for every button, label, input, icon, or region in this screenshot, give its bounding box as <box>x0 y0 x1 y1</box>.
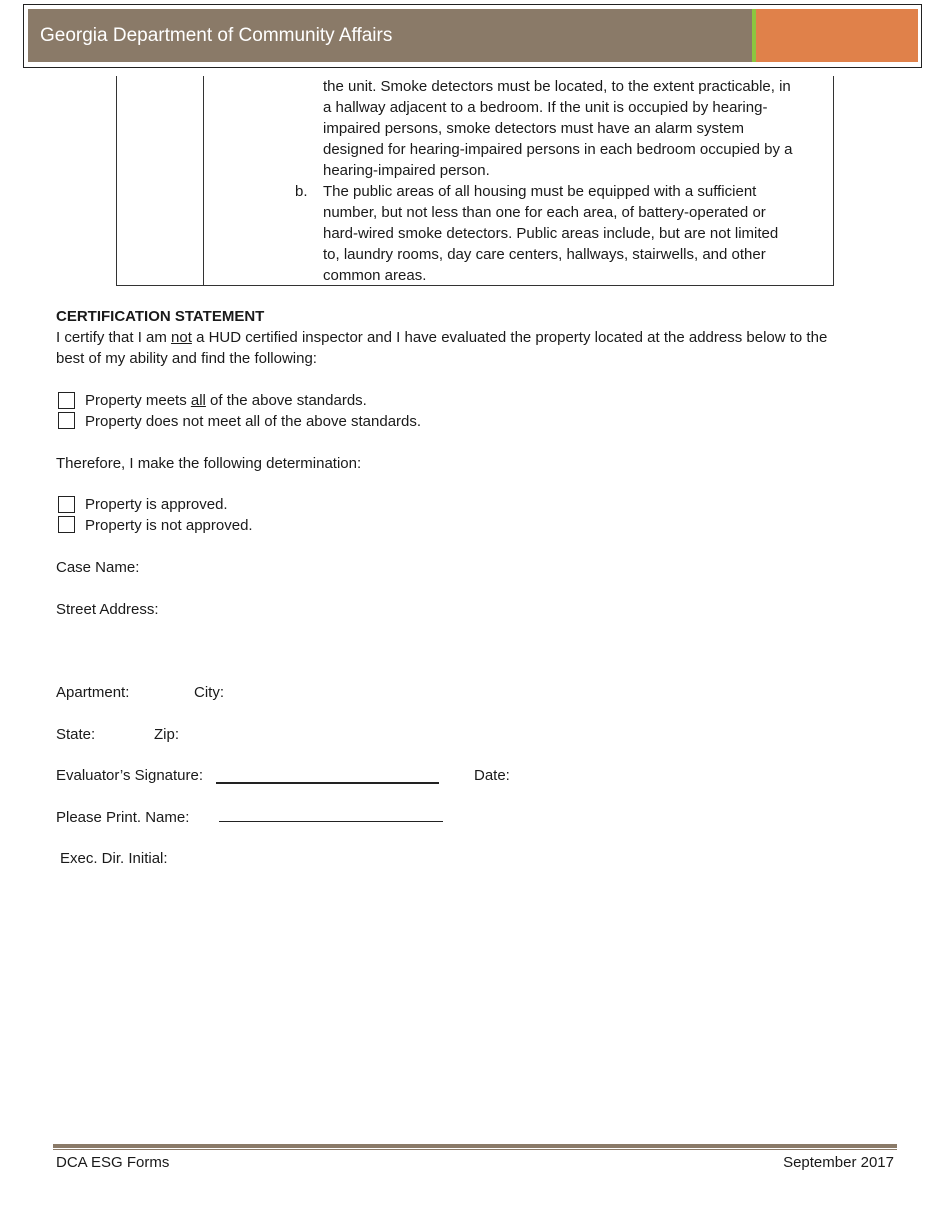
meets-standards-label <box>85 390 367 411</box>
table-text-line: common areas. <box>323 267 427 284</box>
not-meet-standards-checkbox[interactable] <box>58 412 75 429</box>
footer-left: DCA ESG Forms <box>56 1154 170 1171</box>
footer-right: September 2017 <box>783 1154 894 1171</box>
table-text-line: the unit. Smoke detectors must be located, to the extent practicable, in <box>323 78 791 95</box>
table-text-line: hearing-impaired person. <box>323 162 490 179</box>
footer-rule-thin <box>53 1149 897 1150</box>
header-title: Georgia Department of Community Affairs <box>40 25 393 46</box>
approved-checkbox[interactable] <box>58 496 75 513</box>
table-text-line: to, laundry rooms, day care centers, hallways, stairwells, and other <box>323 246 766 263</box>
footer-rule <box>53 1144 897 1148</box>
opt1-post: of the above standards. <box>205 392 367 409</box>
case-name-label: Case Name: <box>56 559 140 576</box>
opt1-pre: Property meets <box>85 392 191 409</box>
cert-line1-post: a HUD certified inspector and I have evaluated the property located at the address below to the <box>191 329 828 346</box>
print-name-label: Please Print. Name: <box>56 809 190 826</box>
city-label: City: <box>194 684 224 701</box>
table-column-divider <box>203 76 204 285</box>
state-label: State: <box>56 726 96 743</box>
certification-line-1 <box>56 327 827 348</box>
exec-initial-label: Exec. Dir. Initial: <box>60 850 168 867</box>
signature-line[interactable] <box>216 782 439 784</box>
not-approved-label: Property is not approved. <box>85 517 253 534</box>
signature-label: Evaluator’s Signature: <box>56 767 204 784</box>
apartment-label: Apartment: <box>56 684 130 701</box>
header-orange-accent <box>756 9 918 62</box>
approved-label: Property is approved. <box>85 496 228 513</box>
not-meet-standards-label: Property does not meet all of the above standards. <box>85 413 422 430</box>
meets-standards-checkbox[interactable] <box>58 392 75 409</box>
cert-line1-pre: I certify that I am <box>56 329 172 346</box>
print-name-line[interactable] <box>219 821 443 822</box>
standards-table <box>116 76 834 286</box>
certification-line-2: best of my ability and find the following: <box>56 350 317 367</box>
table-text-line: hard-wired smoke detectors. Public areas include, but are not limited <box>323 225 779 242</box>
table-text-line: number, but not less than one for each area, of battery-operated or <box>323 204 766 221</box>
certification-heading: CERTIFICATION STATEMENT <box>56 308 265 325</box>
zip-label: Zip: <box>154 726 180 743</box>
not-approved-checkbox[interactable] <box>58 516 75 533</box>
table-text-line: designed for hearing-impaired persons in each bedroom occupied by a <box>323 141 793 158</box>
page-header <box>23 4 922 68</box>
table-text-line: impaired persons, smoke detectors must have an alarm system <box>323 120 745 137</box>
table-text-line: The public areas of all housing must be equipped with a sufficient <box>323 183 757 200</box>
table-text-line: a hallway adjacent to a bedroom. If the unit is occupied by hearing- <box>323 99 768 116</box>
street-address-label: Street Address: <box>56 601 159 618</box>
cert-line1-underlined: not <box>171 329 192 346</box>
determination-intro: Therefore, I make the following determination: <box>56 455 362 472</box>
date-label: Date: <box>474 767 510 784</box>
header-bar <box>28 9 752 62</box>
list-marker-b: b. <box>295 183 308 200</box>
opt1-underlined: all <box>190 392 206 409</box>
